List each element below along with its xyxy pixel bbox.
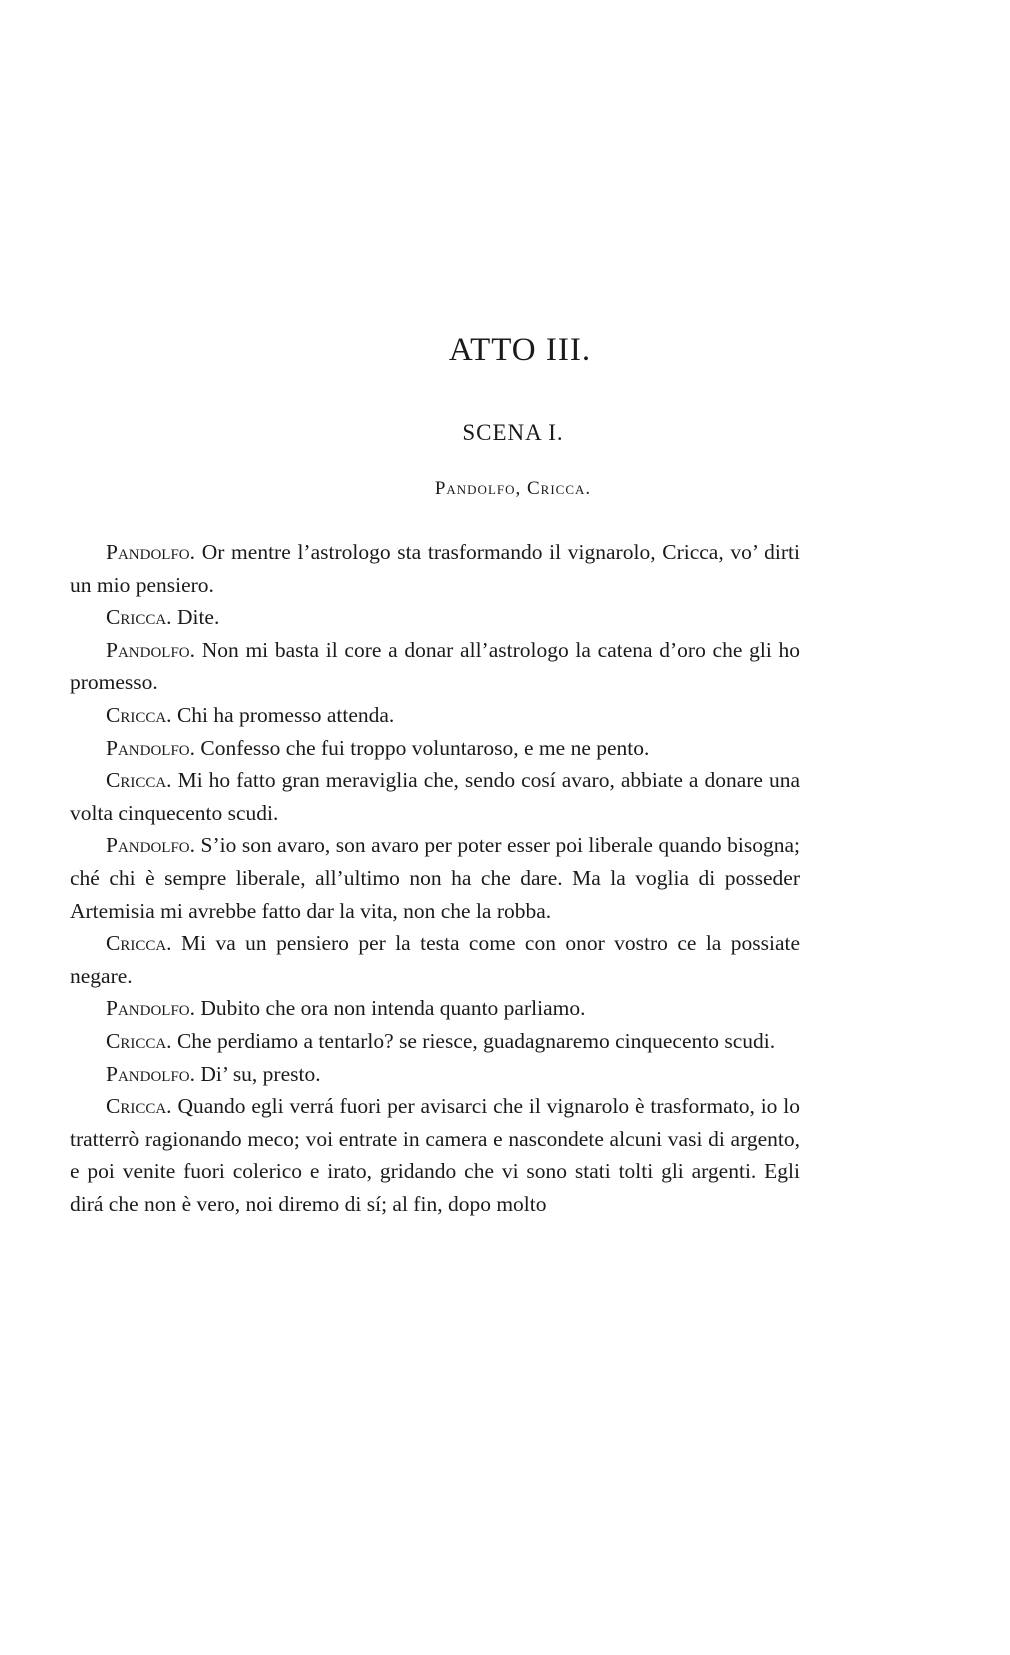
speaker-name: Cricca. <box>106 702 172 727</box>
dialogue-line <box>70 992 800 1025</box>
dialogue-line <box>70 699 800 732</box>
dialogue-text: Di’ su, presto. <box>200 1061 321 1086</box>
speaker-name: Cricca. <box>106 1028 172 1053</box>
dialogue-text: Che perdiamo a tentarlo? se riesce, guadagnaremo cinquecento scudi. <box>176 1028 776 1053</box>
speaker-name: Pandolfo. <box>106 996 195 1021</box>
speaker-name: Cricca. <box>106 1094 172 1119</box>
dialogue-line <box>70 927 800 992</box>
dialogue-text: Or mentre l’astrologo sta trasformando il vignarolo, Cricca, vo’ dirti un mio pensiero. <box>70 540 800 597</box>
dialogue-line <box>70 1025 800 1058</box>
speaker-name: Pandolfo. <box>106 637 195 662</box>
dialogue-line <box>70 829 800 927</box>
speaker-name: Pandolfo. <box>106 540 195 564</box>
dialogue-text: Chi ha promesso attenda. <box>176 702 395 727</box>
act-title: ATTO III. <box>448 332 592 368</box>
speaker-name: Cricca. <box>106 931 172 956</box>
speaker-name: Pandolfo. <box>106 833 195 858</box>
scene-characters: Pandolfo, Cricca. <box>434 478 592 499</box>
dialogue-line <box>70 732 800 765</box>
dialogue-line <box>70 634 800 699</box>
speaker-name: Cricca. <box>106 768 172 793</box>
dialogue-text: Quando egli verrá fuori per avisarci che il vignarolo è trasformato, io lo tratterrò ragionando meco; voi entrate in camera e nascondete alcuni vasi di argento, e poi venite fuori colerico e irato, gridando che vi sono stati tolti gli argenti. Egli dirá che non è vero, noi diremo di sí; al fin, dopo molto <box>70 1094 801 1216</box>
dialogue-text: Dite. <box>176 605 220 630</box>
scene-title: SCENA I. <box>462 420 564 445</box>
dialogue-line <box>70 1058 800 1091</box>
dialogue-text: Non mi basta il core a donar all’astrologo la catena d’oro che gli ho promesso. <box>70 637 801 695</box>
speaker-name: Cricca. <box>106 605 172 630</box>
dialogue-line <box>70 1090 800 1220</box>
speaker-name: Pandolfo. <box>106 1061 195 1086</box>
dialogue-block <box>70 536 800 1220</box>
dialogue-text: Dubito che ora non intenda quanto parliamo. <box>200 996 586 1021</box>
dialogue-text: Confesso che fui troppo voluntaroso, e me ne pento. <box>200 735 650 760</box>
dialogue-text: S’io son avaro, son avaro per poter esser poi liberale quando bisogna; ché chi è sempre liberale, all’ultimo non ha che dare. Ma la voglia di posseder Artemisia mi avrebbe fatto dar la vita, non che la robba. <box>70 833 800 923</box>
dialogue-line <box>70 764 800 829</box>
dialogue-line <box>70 601 800 634</box>
dialogue-text: Mi va un pensiero per la testa come con onor vostro ce la possiate negare. <box>70 931 801 988</box>
dialogue-line <box>70 536 800 601</box>
dialogue-text: Mi ho fatto gran meraviglia che, sendo cosí avaro, abbiate a donare una volta cinquecento scudi. <box>70 768 801 825</box>
speaker-name: Pandolfo. <box>106 735 195 760</box>
